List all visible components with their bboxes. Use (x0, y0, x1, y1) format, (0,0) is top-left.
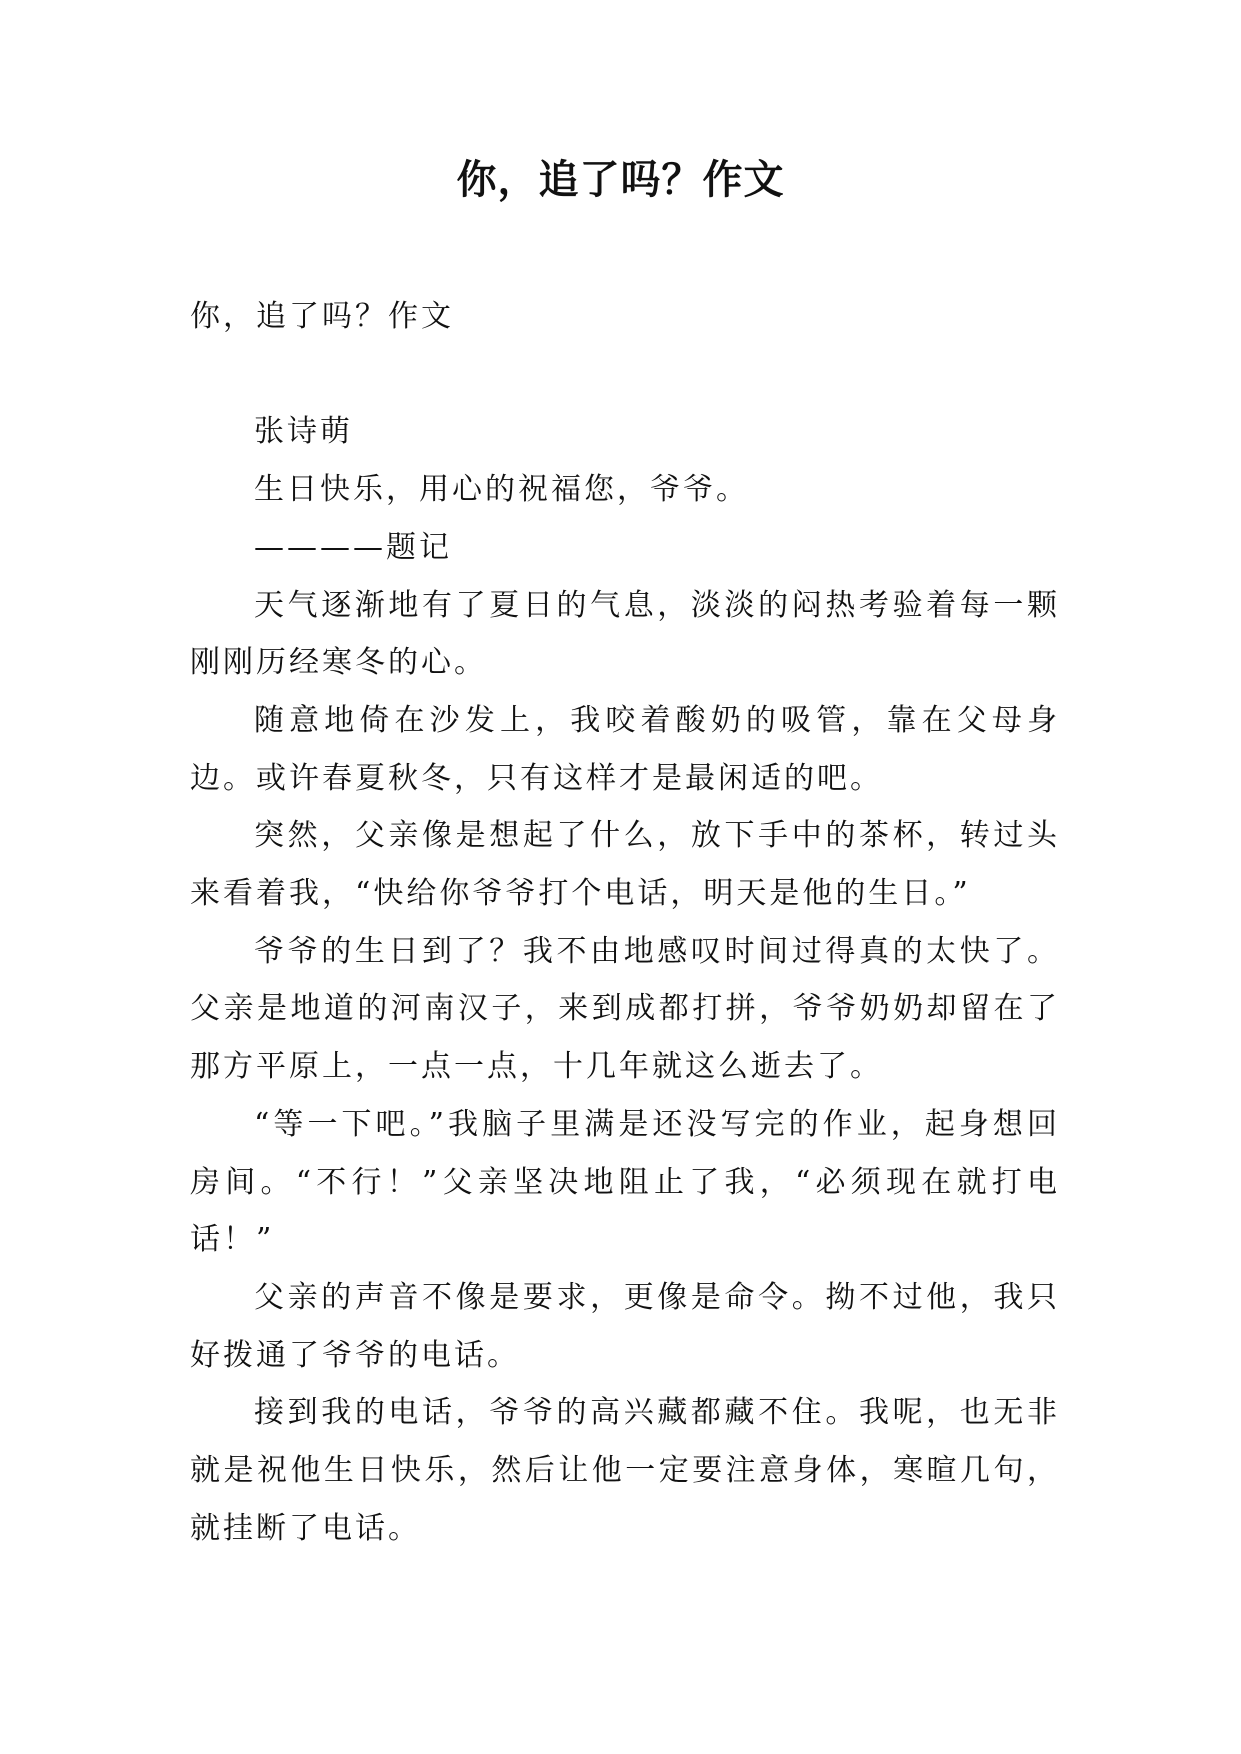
paragraph: 天气逐渐地有了夏日的气息，淡淡的闷热考验着每一颗刚刚历经寒冬的心。 (190, 587, 1060, 681)
document-title: 你，追了吗？作文 (456, 157, 785, 203)
paragraph: 接到我的电话，爷爷的高兴藏都藏不住。我呢，也无非就是祝他生日快乐，然后让他一定要注意身体，寒暄几句，就挂断了电话。 (190, 1395, 1060, 1546)
paragraph: 爷爷的生日到了？我不由地感叹时间过得真的太快了。父亲是地道的河南汉子，来到成都打拼，爷爷奶奶却留在了那方平原上，一点一点，十几年就这么逝去了。 (190, 933, 1060, 1085)
spacer (190, 346, 1060, 404)
epigraph-label: ————题记 (254, 529, 452, 565)
paragraph: 突然，父亲像是想起了什么，放下手中的茶杯，转过头来看着我，“快给你爷爷打个电话，明天是他的生日。” (190, 818, 1060, 912)
paragraph: “等一下吧。”我脑子里满是还没写完的作业，起身想回房间。“不行！”父亲坚决地阻止了我，“必须现在就打电话！” (190, 1106, 1060, 1258)
paragraph: 随意地倚在沙发上，我咬着酸奶的吸管，靠在父母身边。或许春夏秋冬，只有这样才是最闲适的吧。 (190, 702, 1060, 796)
author-name: 张诗萌 (254, 414, 353, 450)
subtitle: 你，追了吗？作文 (190, 299, 454, 334)
paragraph: 父亲的声音不像是要求，更像是命令。拗不过他，我只好拨通了爷爷的电话。 (190, 1279, 1060, 1373)
document-body (190, 288, 1060, 1557)
epigraph: 生日快乐，用心的祝福您，爷爷。 (254, 472, 749, 508)
